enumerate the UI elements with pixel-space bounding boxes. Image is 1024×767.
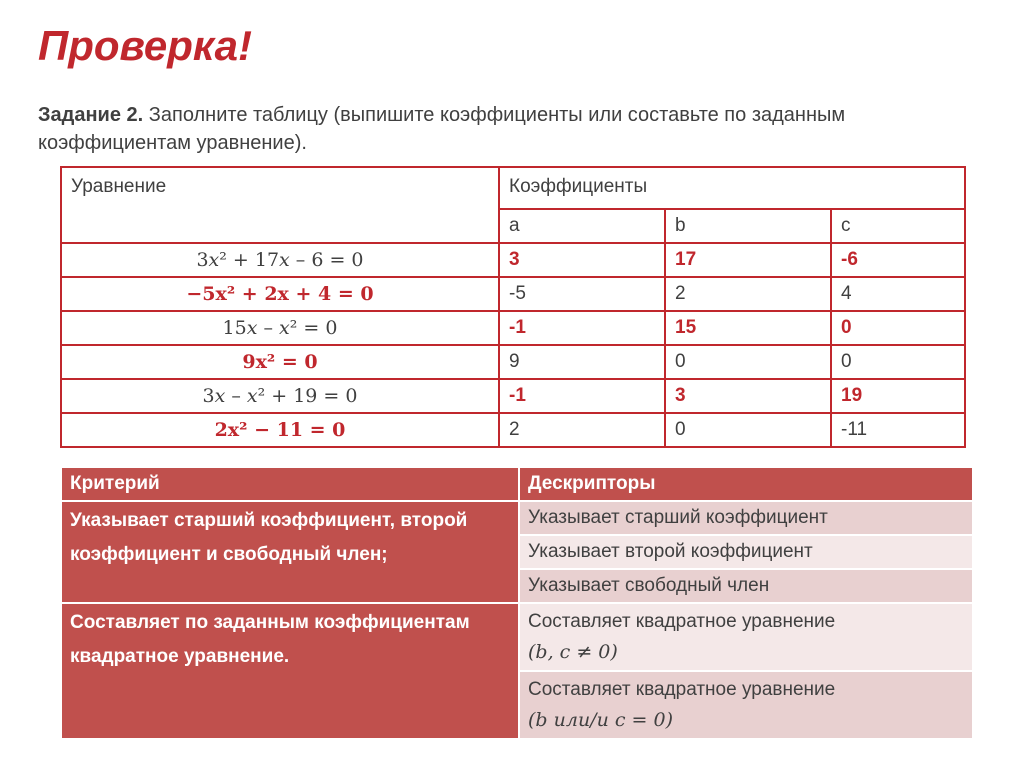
coef-c-cell: -11: [831, 413, 965, 447]
coef-b-cell: 2: [665, 277, 831, 311]
coef-b-cell: 0: [665, 413, 831, 447]
descriptor-cell: Указывает старший коэффициент: [519, 501, 973, 535]
coef-a-cell: 2: [499, 413, 665, 447]
criteria-table: [60, 466, 974, 740]
table-row: [61, 243, 965, 277]
criterion-cell: Указывает старший коэффициент, второй коэффициент и свободный член;: [61, 501, 519, 603]
header-c: c: [831, 209, 965, 243]
coef-a-cell: 9: [499, 345, 665, 379]
coef-b-cell: 17: [665, 243, 831, 277]
criteria-header-row: [61, 467, 973, 501]
descriptor-condition: (𝑏 или/и 𝑐 = 0): [528, 709, 674, 731]
descriptor-cell: [519, 603, 973, 671]
header-b: b: [665, 209, 831, 243]
coef-b-cell: 0: [665, 345, 831, 379]
table-row: [61, 501, 973, 535]
descriptor-cell: [519, 671, 973, 739]
coef-b-cell: 15: [665, 311, 831, 345]
equation-cell: 3𝑥 – 𝑥² + 19 = 0: [61, 379, 499, 413]
criterion-cell: Составляет по заданным коэффициентам квадратное уравнение.: [61, 603, 519, 739]
coef-a-cell: -5: [499, 277, 665, 311]
coef-c-cell: -6: [831, 243, 965, 277]
table-row: [61, 345, 965, 379]
header-a: a: [499, 209, 665, 243]
table-row: [61, 413, 965, 447]
coef-c-cell: 19: [831, 379, 965, 413]
table-row: [61, 603, 973, 671]
page-title: Проверка!: [38, 22, 252, 69]
descriptor-text: Составляет квадратное уравнение: [528, 679, 836, 700]
table-row: [61, 311, 965, 345]
task-text: [38, 101, 988, 157]
task-label: Задание 2.: [38, 104, 144, 126]
descriptor-cell: Указывает свободный член: [519, 569, 973, 603]
coef-a-cell: -1: [499, 379, 665, 413]
coef-c-cell: 0: [831, 311, 965, 345]
coef-c-cell: 0: [831, 345, 965, 379]
coefficients-table: [60, 166, 966, 448]
header-descriptors: Дескрипторы: [519, 467, 973, 501]
table-row: [61, 379, 965, 413]
header-coefficients: Коэффициенты: [499, 167, 965, 209]
equation-cell: 3𝑥² + 17𝑥 – 6 = 0: [61, 243, 499, 277]
header-equation: Уравнение: [61, 167, 499, 243]
equation-cell: 9x² = 0: [61, 345, 499, 379]
header-criterion: Критерий: [61, 467, 519, 501]
coef-b-cell: 3: [665, 379, 831, 413]
table-row: [61, 277, 965, 311]
coef-a-cell: -1: [499, 311, 665, 345]
coef-a-cell: 3: [499, 243, 665, 277]
descriptor-cell: Указывает второй коэффициент: [519, 535, 973, 569]
equation-cell: 2x² − 11 = 0: [61, 413, 499, 447]
descriptor-condition: (𝑏, 𝑐 ≠ 0): [528, 641, 618, 663]
equation-cell: 15𝑥 – 𝑥² = 0: [61, 311, 499, 345]
task-description: Заполните таблицу (выпишите коэффициенты или составьте по заданным коэффициентам уравнение).: [38, 104, 846, 154]
descriptor-text: Составляет квадратное уравнение: [528, 611, 836, 632]
coef-header-row: [61, 167, 965, 209]
equation-cell: −5x² + 2x + 4 = 0: [61, 277, 499, 311]
coef-c-cell: 4: [831, 277, 965, 311]
